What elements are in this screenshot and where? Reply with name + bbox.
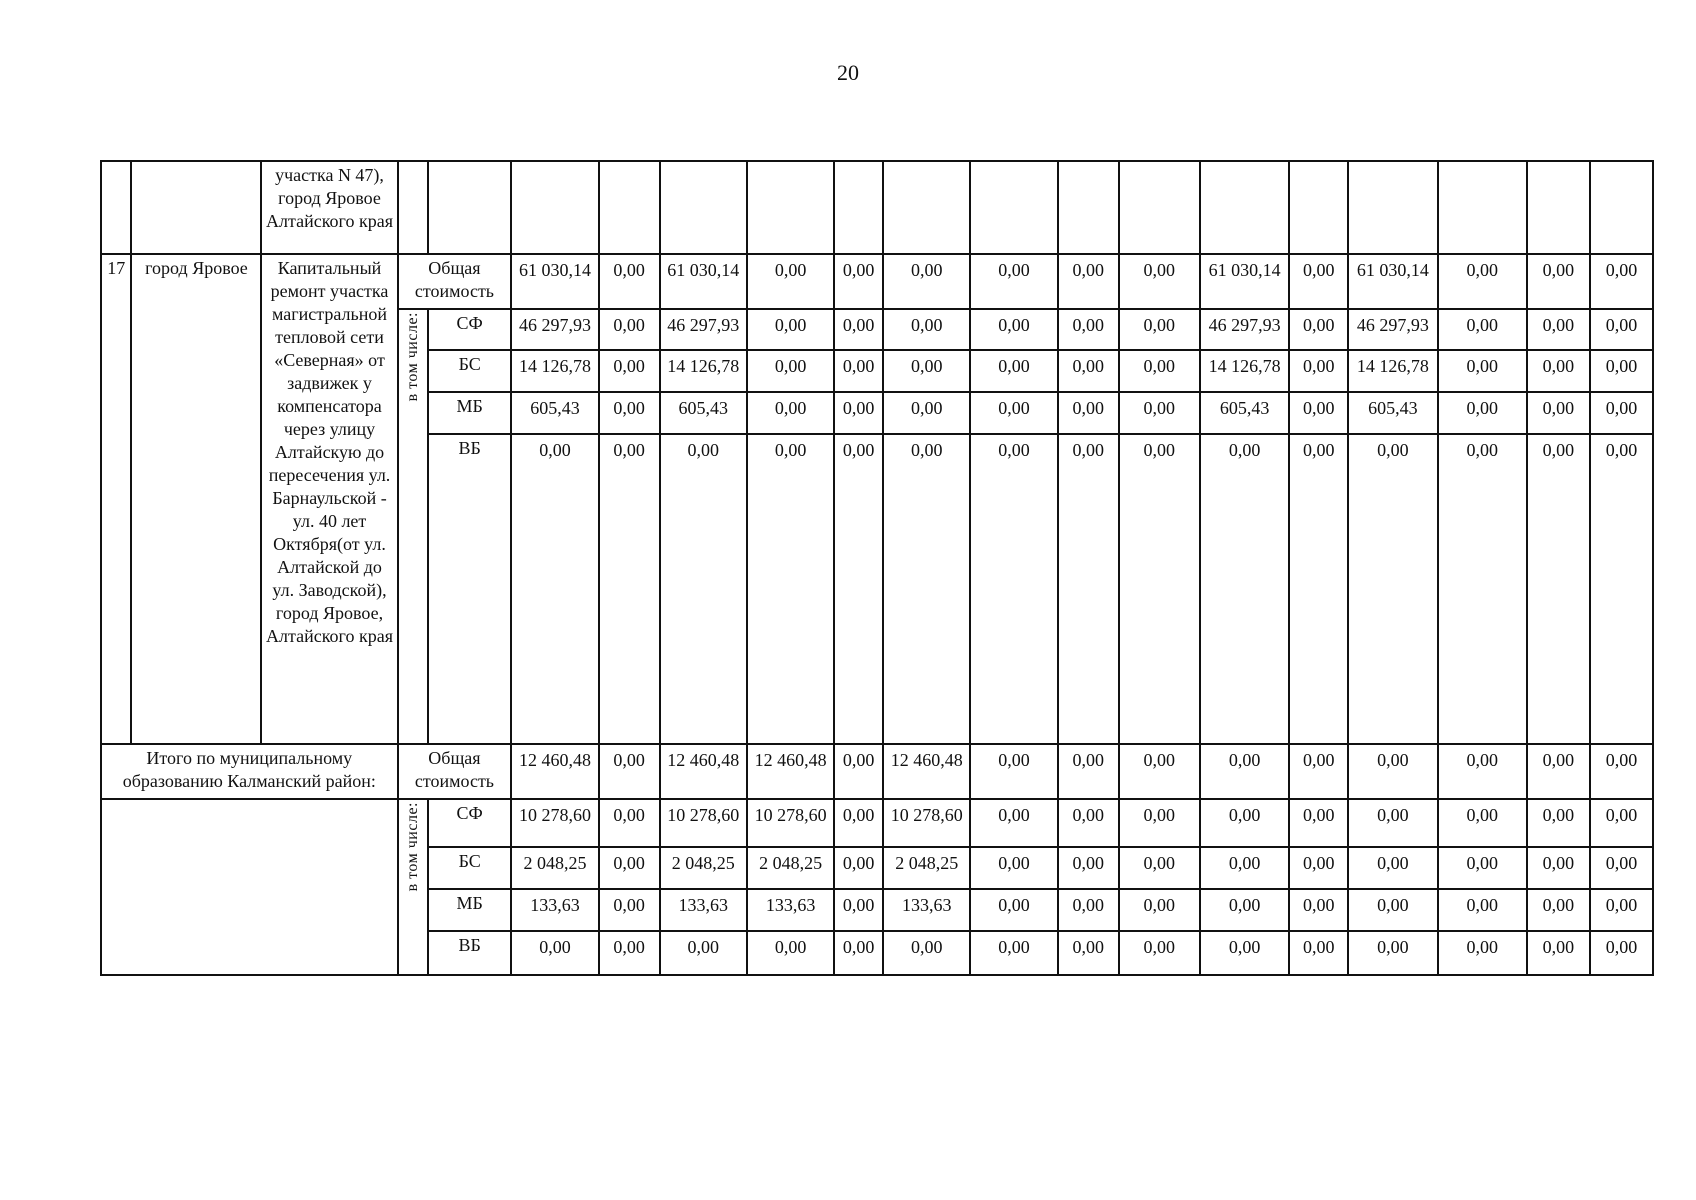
cost-type-label: БС [428, 847, 511, 889]
empty-cell [1438, 161, 1527, 254]
empty-cell [101, 161, 131, 254]
value-cell: 0,00 [599, 799, 660, 847]
value-cell: 0,00 [1590, 889, 1653, 931]
value-cell: 0,00 [1058, 350, 1119, 392]
value-cell: 0,00 [1058, 434, 1119, 743]
value-cell: 0,00 [1119, 254, 1200, 309]
value-cell: 0,00 [1289, 847, 1348, 889]
value-cell: 0,00 [834, 847, 883, 889]
value-cell: 12 460,48 [660, 744, 747, 799]
empty-cell [101, 799, 398, 975]
value-cell: 0,00 [1590, 799, 1653, 847]
value-cell: 0,00 [1289, 931, 1348, 975]
value-cell: 0,00 [1438, 799, 1527, 847]
empty-cell [131, 161, 261, 254]
value-cell: 0,00 [599, 744, 660, 799]
cost-type-label: Общая стоимость [398, 744, 512, 799]
value-cell: 0,00 [883, 392, 970, 434]
value-cell: 0,00 [1438, 931, 1527, 975]
value-cell: 0,00 [1119, 350, 1200, 392]
value-cell: 0,00 [1527, 309, 1590, 349]
value-cell: 0,00 [1289, 434, 1348, 743]
value-cell: 0,00 [1438, 744, 1527, 799]
value-cell: 0,00 [1119, 309, 1200, 349]
value-cell: 0,00 [1289, 392, 1348, 434]
value-cell: 0,00 [1119, 392, 1200, 434]
value-cell: 12 460,48 [747, 744, 834, 799]
value-cell: 0,00 [1590, 350, 1653, 392]
value-cell: 0,00 [1438, 392, 1527, 434]
value-cell: 0,00 [1590, 309, 1653, 349]
cost-type-label: СФ [428, 309, 511, 349]
value-cell: 12 460,48 [883, 744, 970, 799]
value-cell: 133,63 [747, 889, 834, 931]
value-cell: 0,00 [1200, 434, 1289, 743]
value-cell: 0,00 [970, 392, 1057, 434]
empty-cell [660, 161, 747, 254]
value-cell: 0,00 [1527, 254, 1590, 309]
empty-cell [883, 161, 970, 254]
value-cell: 0,00 [1058, 931, 1119, 975]
value-cell: 46 297,93 [1348, 309, 1437, 349]
value-cell: 46 297,93 [511, 309, 598, 349]
value-cell: 0,00 [1527, 931, 1590, 975]
value-cell: 0,00 [1590, 434, 1653, 743]
value-cell: 0,00 [1119, 847, 1200, 889]
value-cell: 133,63 [883, 889, 970, 931]
value-cell: 0,00 [1119, 434, 1200, 743]
value-cell: 0,00 [599, 309, 660, 349]
value-cell: 2 048,25 [747, 847, 834, 889]
value-cell: 46 297,93 [1200, 309, 1289, 349]
value-cell: 0,00 [1527, 434, 1590, 743]
empty-cell [970, 161, 1057, 254]
value-cell: 61 030,14 [511, 254, 598, 309]
object-description: участка N 47), город Яровое Алтайского края [261, 161, 397, 254]
value-cell: 605,43 [1348, 392, 1437, 434]
value-cell: 0,00 [1438, 350, 1527, 392]
cost-type-label: МБ [428, 889, 511, 931]
value-cell: 0,00 [1348, 434, 1437, 743]
value-cell: 0,00 [970, 254, 1057, 309]
value-cell: 46 297,93 [660, 309, 747, 349]
value-cell: 0,00 [1119, 799, 1200, 847]
value-cell: 0,00 [1438, 254, 1527, 309]
value-cell: 0,00 [747, 434, 834, 743]
value-cell: 0,00 [834, 931, 883, 975]
empty-cell [1527, 161, 1590, 254]
value-cell: 0,00 [1058, 799, 1119, 847]
cost-type-label: ВБ [428, 434, 511, 743]
value-cell: 0,00 [1058, 392, 1119, 434]
value-cell: 0,00 [1058, 889, 1119, 931]
value-cell: 0,00 [1438, 309, 1527, 349]
value-cell: 0,00 [883, 350, 970, 392]
empty-cell [1348, 161, 1437, 254]
value-cell: 0,00 [1289, 889, 1348, 931]
value-cell: 0,00 [883, 254, 970, 309]
in-total-label [398, 799, 428, 975]
row-prev-tail [101, 161, 1653, 254]
value-cell: 0,00 [883, 931, 970, 975]
value-cell: 0,00 [883, 434, 970, 743]
object-description: Капитальный ремонт участка магистральной тепловой сети «Северная» от задвижек у компенсатора через улицу Алтайскую до пересечения ул. Барнаульской - ул. 40 лет Октября(от ул. Алтайской до ул. Заводской), город Яровое, Алтайского края [261, 254, 397, 744]
empty-cell [511, 161, 598, 254]
value-cell: 0,00 [1200, 931, 1289, 975]
row-total-0 [101, 744, 1653, 799]
value-cell: 0,00 [1590, 744, 1653, 799]
value-cell: 0,00 [599, 847, 660, 889]
value-cell: 0,00 [1289, 350, 1348, 392]
value-cell: 0,00 [1058, 847, 1119, 889]
value-cell: 0,00 [1527, 889, 1590, 931]
value-cell: 0,00 [1527, 350, 1590, 392]
value-cell: 0,00 [970, 847, 1057, 889]
cost-type-label: ВБ [428, 931, 511, 975]
value-cell: 0,00 [1438, 847, 1527, 889]
value-cell: 0,00 [1289, 799, 1348, 847]
value-cell: 0,00 [1200, 744, 1289, 799]
value-cell: 0,00 [834, 799, 883, 847]
empty-cell [398, 161, 428, 254]
cost-type-label: БС [428, 350, 511, 392]
value-cell: 605,43 [511, 392, 598, 434]
in-total-label-text: в том числе: [403, 802, 421, 892]
value-cell: 0,00 [970, 889, 1057, 931]
value-cell: 0,00 [511, 434, 598, 743]
value-cell: 0,00 [1348, 931, 1437, 975]
row-number: 17 [101, 254, 131, 744]
value-cell: 0,00 [834, 434, 883, 743]
value-cell: 0,00 [1200, 847, 1289, 889]
empty-cell [1058, 161, 1119, 254]
value-cell: 0,00 [599, 254, 660, 309]
value-cell: 0,00 [1590, 931, 1653, 975]
value-cell: 0,00 [1527, 744, 1590, 799]
cost-type-label: СФ [428, 799, 511, 847]
in-total-label [398, 309, 428, 744]
value-cell: 0,00 [511, 931, 598, 975]
value-cell: 0,00 [1348, 799, 1437, 847]
value-cell: 0,00 [1438, 889, 1527, 931]
value-cell: 61 030,14 [1200, 254, 1289, 309]
value-cell: 0,00 [747, 254, 834, 309]
value-cell: 0,00 [747, 392, 834, 434]
value-cell: 0,00 [1348, 847, 1437, 889]
value-cell: 0,00 [970, 350, 1057, 392]
value-cell: 0,00 [599, 434, 660, 743]
value-cell: 605,43 [1200, 392, 1289, 434]
value-cell: 0,00 [1119, 931, 1200, 975]
value-cell: 0,00 [747, 350, 834, 392]
value-cell: 133,63 [511, 889, 598, 931]
value-cell: 0,00 [834, 254, 883, 309]
value-cell: 0,00 [970, 744, 1057, 799]
value-cell: 14 126,78 [511, 350, 598, 392]
value-cell: 14 126,78 [1200, 350, 1289, 392]
value-cell: 61 030,14 [1348, 254, 1437, 309]
empty-cell [747, 161, 834, 254]
value-cell: 0,00 [834, 744, 883, 799]
value-cell: 0,00 [747, 931, 834, 975]
cost-type-label: Общая стоимость [398, 254, 512, 309]
empty-cell [1590, 161, 1653, 254]
value-cell: 0,00 [1289, 309, 1348, 349]
value-cell: 0,00 [660, 434, 747, 743]
value-cell: 0,00 [1058, 744, 1119, 799]
value-cell: 0,00 [1590, 847, 1653, 889]
value-cell: 0,00 [599, 889, 660, 931]
value-cell: 2 048,25 [660, 847, 747, 889]
in-total-label-text: в том числе: [403, 312, 421, 402]
value-cell: 0,00 [1590, 392, 1653, 434]
value-cell: 0,00 [1348, 889, 1437, 931]
value-cell: 0,00 [1200, 799, 1289, 847]
value-cell: 0,00 [1289, 254, 1348, 309]
empty-cell [599, 161, 660, 254]
value-cell: 2 048,25 [883, 847, 970, 889]
value-cell: 0,00 [1527, 392, 1590, 434]
value-cell: 61 030,14 [660, 254, 747, 309]
value-cell: 14 126,78 [660, 350, 747, 392]
row-total-1 [101, 799, 1653, 847]
value-cell: 0,00 [747, 309, 834, 349]
empty-cell [1119, 161, 1200, 254]
value-cell: 0,00 [1438, 434, 1527, 743]
value-cell: 12 460,48 [511, 744, 598, 799]
value-cell: 10 278,60 [660, 799, 747, 847]
value-cell: 0,00 [599, 931, 660, 975]
value-cell: 0,00 [1119, 744, 1200, 799]
value-cell: 605,43 [660, 392, 747, 434]
cost-type-label: МБ [428, 392, 511, 434]
empty-cell [834, 161, 883, 254]
empty-cell [1200, 161, 1289, 254]
value-cell: 0,00 [834, 309, 883, 349]
city-name: город Яровое [131, 254, 261, 744]
value-cell: 0,00 [970, 931, 1057, 975]
value-cell: 0,00 [1527, 847, 1590, 889]
value-cell: 0,00 [970, 434, 1057, 743]
value-cell: 0,00 [1058, 309, 1119, 349]
page-number: 20 [837, 60, 859, 85]
value-cell: 0,00 [970, 309, 1057, 349]
value-cell: 0,00 [599, 350, 660, 392]
empty-cell [1289, 161, 1348, 254]
value-cell: 133,63 [660, 889, 747, 931]
value-cell: 0,00 [599, 392, 660, 434]
total-label: Итого по муниципальному образованию Калманский район: [101, 744, 398, 799]
empty-cell [428, 161, 511, 254]
value-cell: 0,00 [834, 889, 883, 931]
value-cell: 10 278,60 [747, 799, 834, 847]
value-cell: 0,00 [1289, 744, 1348, 799]
budget-table [100, 160, 1654, 976]
value-cell: 0,00 [1119, 889, 1200, 931]
value-cell: 0,00 [1200, 889, 1289, 931]
value-cell: 0,00 [834, 350, 883, 392]
value-cell: 0,00 [1348, 744, 1437, 799]
value-cell: 10 278,60 [883, 799, 970, 847]
value-cell: 0,00 [1527, 799, 1590, 847]
row-17-0 [101, 254, 1653, 309]
value-cell: 0,00 [1058, 254, 1119, 309]
value-cell: 2 048,25 [511, 847, 598, 889]
value-cell: 0,00 [660, 931, 747, 975]
value-cell: 0,00 [970, 799, 1057, 847]
value-cell: 0,00 [883, 309, 970, 349]
value-cell: 0,00 [834, 392, 883, 434]
value-cell: 0,00 [1590, 254, 1653, 309]
value-cell: 14 126,78 [1348, 350, 1437, 392]
value-cell: 10 278,60 [511, 799, 598, 847]
